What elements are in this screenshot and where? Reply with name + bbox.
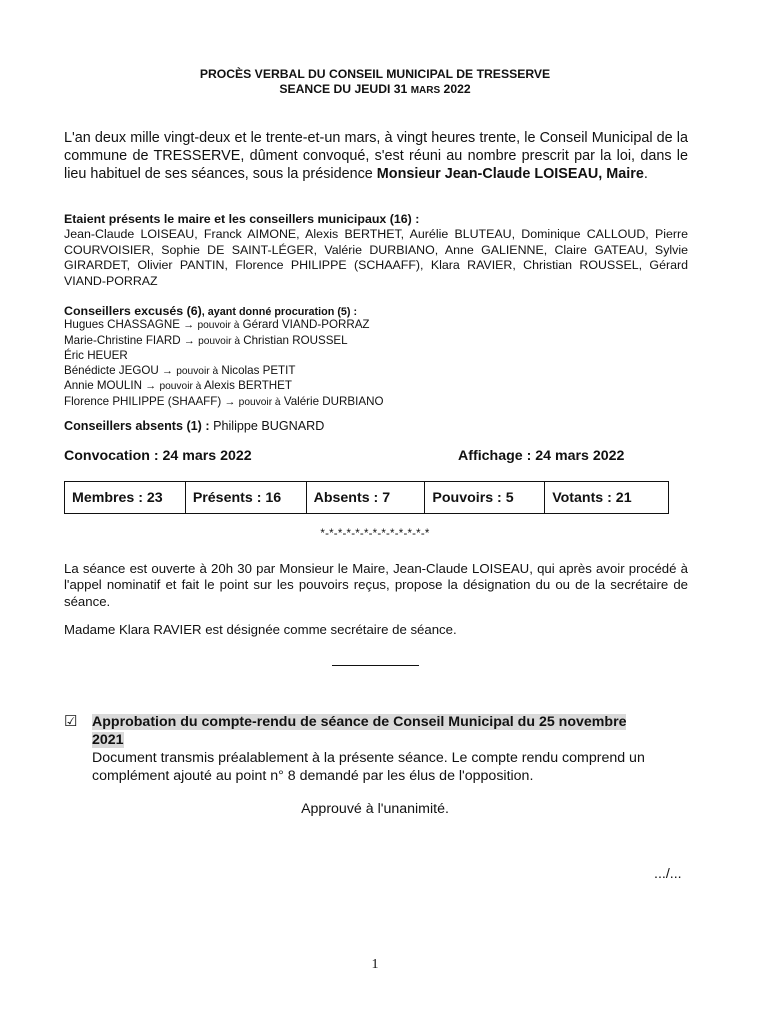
- session-date-month: MARS: [410, 85, 441, 96]
- excuses-list: [64, 318, 688, 411]
- pouvoir-label: pouvoir à: [197, 320, 240, 331]
- arrow-icon: →: [183, 319, 195, 331]
- attendance-table: [64, 481, 669, 514]
- arrow-icon: →: [145, 380, 157, 393]
- intro-end: .: [643, 166, 648, 182]
- absents-label: Conseillers absents (1) :: [64, 419, 210, 433]
- arrow-icon: →: [224, 395, 236, 408]
- presents-list: Jean-Claude LOISEAU, Franck AIMONE, Alexis BERTHET, Aurélie BLUTEAU, Dominique CALLOUD, Pierre COURVOISIER, Sophie DE SAINT-LÉGER, Valérie DURBIANO, Anne GALIENNE, Claire GATEAU, Sylvie GIRARDET, Olivier PANTIN, Florence PHILIPPE (SCHAAFF), Klara RAVIER, Christian ROUSSEL, Gérard VIAND-PORRAZ: [64, 227, 688, 288]
- presents-cell: Présents : 16: [185, 482, 306, 514]
- agenda-item-body: Document transmis préalablement à la présente séance. Le compte rendu comprend un complément ajouté au point n° 8 demandé par les élus de l'opposition.: [92, 750, 645, 784]
- pouvoir-label: pouvoir à: [238, 396, 281, 408]
- intro-text: L'an deux mille vingt-deux et le trente-et-un mars, à vingt heures trente, le Conseil Municipal de la commune de TRESSERVE, dûment convoqué, s'est réuni au nombre prescrit par la loi, dans le lieu habituel de ses séances, sous la présidence: [64, 130, 688, 182]
- president-name: Monsieur Jean-Claude LOISEAU, Maire: [376, 166, 644, 182]
- document-title: PROCÈS VERBAL DU CONSEIL MUNICIPAL DE TRESSERVE: [199, 67, 551, 81]
- affichage-date: Affichage : 24 mars 2022: [458, 448, 625, 464]
- pouvoir-recipient: Nicolas PETIT: [221, 363, 296, 377]
- pouvoir-label: pouvoir à: [159, 381, 202, 393]
- checkbox-checked-icon: ☑: [64, 713, 78, 730]
- pouvoir-label: pouvoir à: [176, 365, 219, 377]
- absents-names: Philippe BUGNARD: [209, 419, 325, 433]
- agenda-item-title-line1: Approbation du compte-rendu de séance de Conseil Municipal du 25 novembre: [92, 714, 627, 730]
- intro-paragraph: [64, 129, 688, 183]
- excuses-heading-bold: Conseillers excusés (6): [64, 304, 202, 318]
- excuse-line: [64, 395, 688, 411]
- absents-cell: Absents : 7: [306, 482, 425, 514]
- continuation-mark: .../...: [654, 866, 682, 882]
- agenda-item-title-line2: 2021: [92, 731, 124, 748]
- pouvoir-recipient: Gérard VIAND-PORRAZ: [242, 318, 370, 331]
- attendance-row: [65, 482, 669, 514]
- excuse-line: [64, 318, 688, 334]
- membres-cell: Membres : 23: [65, 482, 186, 514]
- session-date-title: [0, 81, 750, 99]
- divider-line: [332, 665, 419, 666]
- vote-result: Approuvé à l'unanimité.: [301, 801, 449, 817]
- excuse-name: Éric HEUER: [64, 349, 128, 363]
- convocation-date: Convocation : 24 mars 2022: [64, 448, 252, 464]
- excuse-line: [64, 379, 688, 395]
- excuse-name: Florence PHILIPPE (SHAAFF): [64, 394, 222, 408]
- excuse-line: [64, 349, 688, 364]
- votants-cell: Votants : 21: [545, 482, 669, 514]
- pouvoir-recipient: Christian ROUSSEL: [243, 333, 348, 347]
- pouvoir-label: pouvoir à: [198, 335, 240, 347]
- session-date-main: SEANCE DU JEUDI 31: [279, 82, 411, 96]
- page-number: 1: [371, 957, 379, 972]
- agenda-item-title: [92, 714, 687, 749]
- excuse-name: Annie MOULIN: [64, 379, 142, 393]
- excuse-line: [64, 334, 688, 350]
- session-date-year: 2022: [440, 82, 471, 96]
- star-separator: *-*-*-*-*-*-*-*-*-*-*-*-*: [320, 528, 430, 540]
- pouvoir-recipient: Alexis BERTHET: [203, 379, 292, 393]
- arrow-icon: →: [161, 364, 173, 377]
- arrow-icon: →: [183, 334, 195, 347]
- excuses-heading-rest: , ayant donné procuration (5) :: [201, 306, 358, 318]
- excuse-name: Marie-Christine FIARD: [64, 333, 181, 347]
- excuse-name: Hugues CHASSAGNE: [64, 318, 180, 331]
- excuse-line: [64, 364, 688, 380]
- secretaire-paragraph: Madame Klara RAVIER est désignée comme secrétaire de séance.: [64, 622, 457, 637]
- excuse-name: Bénédicte JEGOU: [64, 363, 159, 377]
- pouvoir-recipient: Valérie DURBIANO: [283, 394, 384, 408]
- absents-line: [64, 418, 688, 434]
- pouvoirs-cell: Pouvoirs : 5: [425, 482, 545, 514]
- presents-heading: Etaient présents le maire et les conseillers municipaux (16) :: [64, 212, 420, 226]
- ouverture-paragraph: La séance est ouverte à 20h 30 par Monsieur le Maire, Jean-Claude LOISEAU, qui après avoir procédé à l'appel nominatif et fait le point sur les pouvoirs reçus, propose la désignation du ou de la secrétaire de séance.: [64, 561, 688, 609]
